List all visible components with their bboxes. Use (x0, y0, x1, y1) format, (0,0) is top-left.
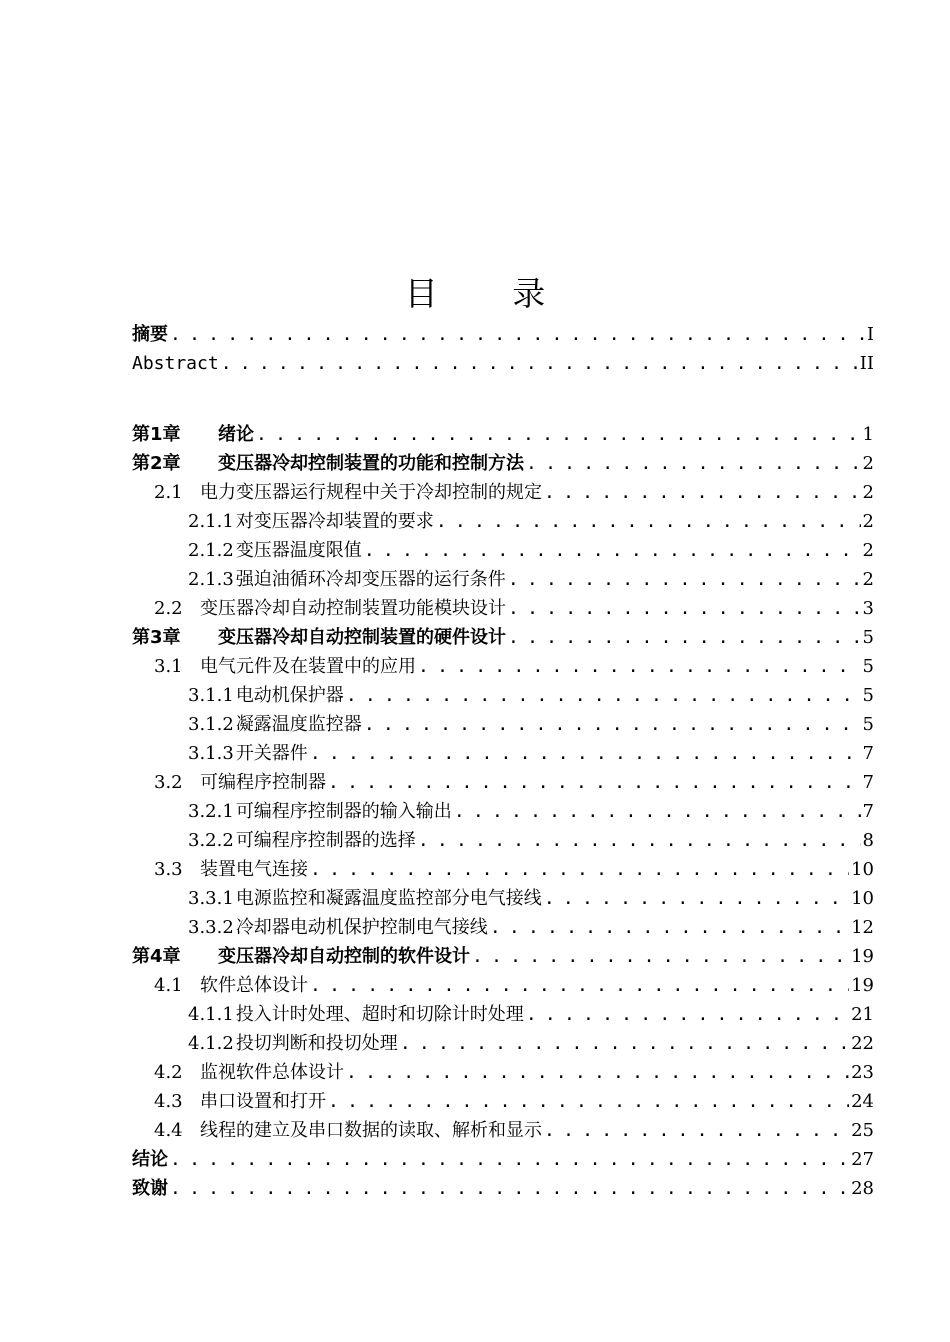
dot-leader (170, 1174, 849, 1203)
dot-leader (170, 1145, 849, 1174)
dot-leader (346, 1058, 849, 1087)
toc-page-number: 19 (851, 975, 874, 996)
toc-entry-title: 绪论 (218, 424, 254, 445)
dot-leader (418, 826, 861, 855)
toc-subsection-entry[interactable] (188, 565, 874, 594)
toc-entry-number: 第3章 (132, 627, 181, 648)
dot-leader (310, 739, 861, 768)
toc-entry-title: 电源监控和凝露温度监控部分电气接线 (235, 888, 542, 909)
toc-entry-title: 对变压器冷却装置的要求 (235, 511, 434, 532)
toc-front-matter-entry[interactable] (132, 1145, 874, 1174)
toc-chapter-entry[interactable] (132, 420, 874, 449)
toc-page-number: II (859, 353, 874, 374)
toc-entry-number: 3.1.2 (188, 714, 234, 735)
toc-entry-heading (188, 797, 452, 826)
toc-entry-title: 可编程序控制器的选择 (235, 830, 416, 851)
toc-entry-heading (154, 1116, 542, 1145)
dot-leader (328, 1087, 849, 1116)
toc-entry-heading (132, 1145, 168, 1174)
toc-entry-title: 变压器冷却自动控制装置的硬件设计 (218, 627, 506, 648)
dot-leader (328, 768, 861, 797)
toc-entry-heading (154, 652, 416, 681)
toc-entry-title: 可编程序控制器的输入输出 (235, 801, 452, 822)
toc-entry-number: 2.1.1 (188, 511, 234, 532)
toc-page-number: 2 (862, 482, 874, 503)
toc-section-entry[interactable] (154, 1087, 874, 1116)
toc-entry-heading (154, 594, 506, 623)
toc-subsection-entry[interactable] (188, 710, 874, 739)
dot-leader (346, 681, 861, 710)
toc-entry-title: 投切判断和投切处理 (235, 1033, 398, 1054)
dot-leader (310, 971, 849, 1000)
toc-subsection-entry[interactable] (188, 739, 874, 768)
dot-leader (544, 884, 849, 913)
toc-front-matter-entry[interactable] (132, 320, 874, 349)
toc-page-number: 5 (862, 685, 874, 706)
toc-entry-title: 投入计时处理、超时和切除计时处理 (235, 1004, 524, 1025)
toc-entry-number: 3.2.1 (188, 801, 234, 822)
toc-page-number: 7 (862, 772, 874, 793)
toc-entry-heading (188, 565, 506, 594)
toc-subsection-entry[interactable] (188, 507, 874, 536)
toc-page-number: 5 (862, 714, 874, 735)
dot-leader (526, 449, 861, 478)
dot-leader (256, 420, 861, 449)
toc-entry-heading (188, 681, 344, 710)
toc-page-number: 24 (851, 1091, 874, 1112)
dot-leader (526, 1000, 849, 1029)
toc-page-number: 10 (851, 888, 874, 909)
toc-entry-title: 凝露温度监控器 (235, 714, 362, 735)
toc-entry-number: 2.2 (154, 598, 183, 619)
toc-entry-title: 电力变压器运行规程中关于冷却控制的规定 (200, 482, 542, 503)
dot-leader (221, 349, 858, 378)
toc-entry-title: 监视软件总体设计 (200, 1062, 344, 1083)
toc-entry-heading (132, 320, 168, 349)
toc-entry-number: 3.2.2 (188, 830, 234, 851)
toc-subsection-entry[interactable] (188, 1029, 874, 1058)
toc-entry-heading (188, 710, 362, 739)
toc-page-number: 8 (862, 830, 874, 851)
toc-entry-title: 串口设置和打开 (200, 1091, 326, 1112)
toc-entry-heading (132, 942, 470, 971)
toc-entry-heading (154, 1087, 326, 1116)
toc-subsection-entry[interactable] (188, 797, 874, 826)
toc-page-number: 2 (862, 511, 874, 532)
page-title: 目 录 (404, 274, 578, 313)
toc-section-entry[interactable] (154, 478, 874, 507)
toc-chapter-entry[interactable] (132, 623, 874, 652)
toc-entry-number: 4.4 (154, 1120, 183, 1141)
toc-entry-title: 摘要 (132, 324, 168, 345)
toc-entry-number: 3.1.1 (188, 685, 234, 706)
toc-entry-number: 第1章 (132, 424, 181, 445)
toc-entry-number: 4.1.1 (188, 1004, 234, 1025)
toc-entry-heading (188, 739, 308, 768)
toc-page-number: 7 (862, 743, 874, 764)
toc-page-number: 27 (851, 1149, 874, 1170)
toc-entry-number: 4.1 (154, 975, 183, 996)
toc-front-matter-entry[interactable] (132, 1174, 874, 1203)
toc-section-entry[interactable] (154, 594, 874, 623)
toc-entry-heading (154, 768, 326, 797)
toc-entry-heading (154, 971, 308, 1000)
toc-entry-number: 第4章 (132, 946, 181, 967)
toc-page-number: 1 (862, 424, 874, 445)
toc-section-entry[interactable] (154, 652, 874, 681)
toc-entry-title: 结论 (132, 1149, 168, 1170)
toc-entry-number: 2.1 (154, 482, 183, 503)
toc-page-number: I (866, 324, 874, 345)
toc-subsection-entry[interactable] (188, 913, 874, 942)
toc-entry-heading (132, 623, 506, 652)
toc-section-entry[interactable] (154, 855, 874, 884)
toc-page-number: 7 (862, 801, 874, 822)
toc-page-number: 19 (851, 946, 874, 967)
toc-entry-heading (188, 536, 362, 565)
toc-entry-number: 2.1.3 (188, 569, 234, 590)
toc-page-number: 3 (862, 598, 874, 619)
toc-entry-title: 冷却器电动机保护控制电气接线 (235, 917, 488, 938)
toc-section-entry[interactable] (154, 1116, 874, 1145)
toc-entry-heading (154, 855, 308, 884)
toc-entry-title: 装置电气连接 (200, 859, 308, 880)
dot-leader (508, 623, 861, 652)
dot-leader (418, 652, 861, 681)
toc-entry-number: 3.3.2 (188, 917, 234, 938)
toc-entry-title: 可编程序控制器 (200, 772, 326, 793)
toc-page-number: 5 (862, 627, 874, 648)
toc-entry-heading (132, 420, 254, 449)
toc-page-number: 2 (862, 453, 874, 474)
toc-entry-title: 变压器冷却控制装置的功能和控制方法 (218, 453, 524, 474)
toc-page-number: 2 (862, 540, 874, 561)
toc-entry-heading (188, 1000, 524, 1029)
toc-entry-number: 3.1.3 (188, 743, 234, 764)
toc-entry-number: 第2章 (132, 453, 181, 474)
toc-page-number: 12 (851, 917, 874, 938)
dot-leader (490, 913, 849, 942)
dot-leader (310, 855, 849, 884)
toc-page-number: 5 (862, 656, 874, 677)
toc-section-entry[interactable] (154, 1058, 874, 1087)
dot-leader (508, 594, 861, 623)
toc-entry-heading (132, 1174, 168, 1203)
toc-subsection-entry[interactable] (188, 1000, 874, 1029)
toc-entry-title: 变压器温度限值 (235, 540, 362, 561)
toc-entry-title: 开关器件 (235, 743, 308, 764)
toc-entry-title: 变压器冷却自动控制装置功能模块设计 (200, 598, 506, 619)
toc-entry-number: 4.1.2 (188, 1033, 234, 1054)
toc-subsection-entry[interactable] (188, 681, 874, 710)
toc-entry-title: Abstract (132, 353, 219, 374)
toc-entry-heading (154, 1058, 344, 1087)
toc-entry-heading (188, 507, 434, 536)
toc-entry-heading (132, 349, 219, 378)
dot-leader (170, 320, 865, 349)
toc-entry-heading (188, 884, 542, 913)
toc-entry-title: 强迫油循环冷却变压器的运行条件 (235, 569, 506, 590)
toc-entry-number: 3.3 (154, 859, 183, 880)
toc-entry-number: 3.2 (154, 772, 183, 793)
toc-entry-title: 电气元件及在装置中的应用 (200, 656, 416, 677)
toc-subsection-entry[interactable] (188, 826, 874, 855)
toc-entry-number: 3.1 (154, 656, 183, 677)
toc-page-number: 22 (851, 1033, 874, 1054)
toc-entry-number: 2.1.2 (188, 540, 234, 561)
toc-entry-heading (132, 449, 524, 478)
toc-subsection-entry[interactable] (188, 884, 874, 913)
toc-entry-title: 电动机保护器 (235, 685, 344, 706)
dot-leader (400, 1029, 849, 1058)
toc-page-number: 21 (851, 1004, 874, 1025)
toc-entry-number: 3.3.1 (188, 888, 234, 909)
toc-chapter-entry[interactable] (132, 942, 874, 971)
toc-chapter-entry[interactable] (132, 449, 874, 478)
dot-leader (454, 797, 861, 826)
dot-leader (508, 565, 861, 594)
toc-section-entry[interactable] (154, 768, 874, 797)
toc-entry-title: 变压器冷却自动控制的软件设计 (218, 946, 470, 967)
toc-entry-number: 4.3 (154, 1091, 183, 1112)
toc-front-matter-entry[interactable] (132, 349, 874, 378)
toc-page-number: 25 (851, 1120, 874, 1141)
toc-page-number: 28 (851, 1178, 874, 1199)
dot-leader (544, 478, 861, 507)
dot-leader (364, 536, 861, 565)
toc-section-entry[interactable] (154, 971, 874, 1000)
toc-entry-title: 致谢 (132, 1178, 168, 1199)
dot-leader (436, 507, 861, 536)
toc-entry-heading (154, 478, 542, 507)
toc-entry-number: 4.2 (154, 1062, 183, 1083)
dot-leader (364, 710, 861, 739)
toc-entry-heading (188, 1029, 398, 1058)
dot-leader (544, 1116, 849, 1145)
toc-entry-title: 线程的建立及串口数据的读取、解析和显示 (200, 1120, 542, 1141)
toc-page-number: 2 (862, 569, 874, 590)
toc-entry-heading (188, 826, 416, 855)
dot-leader (472, 942, 849, 971)
toc-subsection-entry[interactable] (188, 536, 874, 565)
toc-page-number: 10 (851, 859, 874, 880)
toc-entry-title: 软件总体设计 (200, 975, 308, 996)
toc-page-number: 23 (851, 1062, 874, 1083)
toc-entry-heading (188, 913, 488, 942)
